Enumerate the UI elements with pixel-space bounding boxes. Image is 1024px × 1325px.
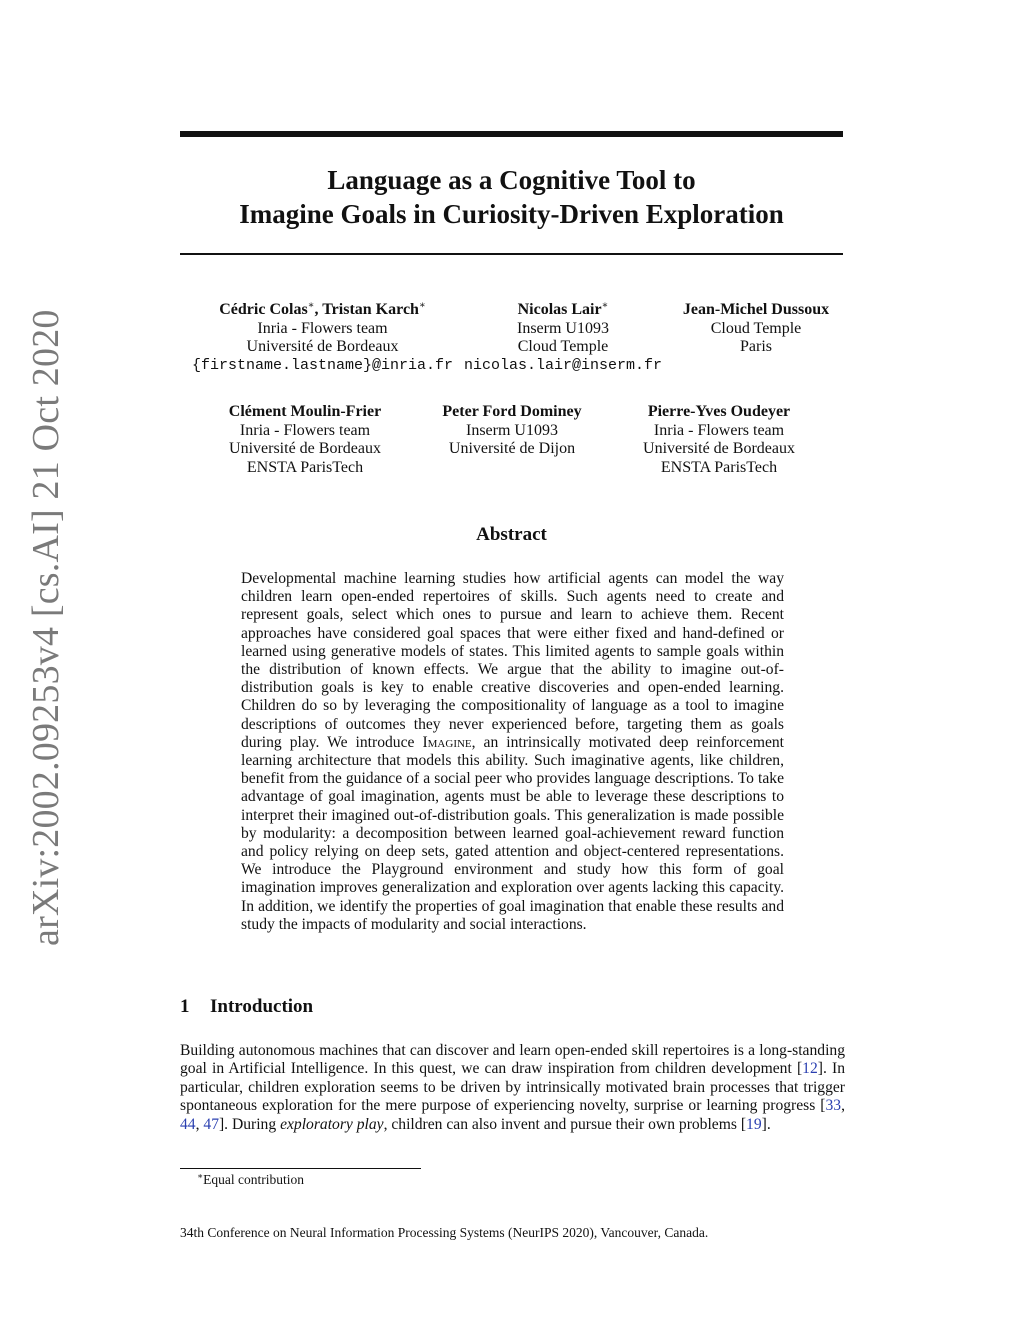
author-name: Clément Moulin-Frier [228, 403, 382, 420]
author-affiliation: Cloud Temple [710, 319, 802, 337]
method-name: Imagine [422, 733, 472, 751]
title-bottom-rule [180, 253, 843, 255]
emphasis: exploratory play [280, 1115, 384, 1133]
footnote-mark: ∗ [197, 1171, 204, 1181]
author-block-moulin-frier [205, 403, 405, 477]
footnote-rule [180, 1168, 421, 1169]
introduction-paragraph: Building autonomous machines that can discover and learn open-ended skill repertoires is a long-standing goal in Artificial Intelligence. In this quest, we can draw inspiration from children development [12]. In particular, children exploration seems to be driven by intrinsically motivated brain processes that trigger spontaneous exploration for the mere purpose of experiencing novelty, surprise or learning progress [33, 44, 47]. During exploratory play, children can also invent and pursue their own problems [19]. [180, 1042, 845, 1133]
arxiv-identifier: arXiv:2002.09253v4 [cs.AI] 21 Oct 2020 [25, 309, 67, 946]
author-affiliation: Inria - Flowers team [653, 421, 785, 439]
abstract-body: Developmental machine learning studies how artificial agents can model the way children learn open-ended repertoires of skills. Such agents need to create and represent goals, select which ones to pursue and learn to achieve them. Recent approaches have considered goal spaces that were either fixed and hand-defined or learned using generative models of states. This limited agents to sample goals within the distribution of known effects. We argue that the ability to imagine out-of-distribution goals is key to enable creative discoveries and open-ended learning. Children do so by leveraging the compositionality of language as a tool to imagine descriptions of outcomes they never experienced before, targeting them as goals during play. We introduce Imagine, an intrinsically motivated deep reinforcement learning architecture that models this ability. Such imaginative agents, like children, benefit from the guidance of a social peer who provides language descriptions. To take advantage of goal imagination, agents must be able to leverage these descriptions to interpret their imagined out-of-distribution goals. This generalization is made possible by modularity: a decomposition between learned goal-achievement reward function and policy relying on deep sets, gated attention and object-centered representations. We introduce the Playground environment and study how this form of goal imagination improves generalization and exploration over agents lacking this capacity. In addition, we identify the properties of goal imagination that enable these results and study the impacts of modularity and social interactions. [241, 570, 784, 933]
author-affiliation: Université de Bordeaux [643, 440, 795, 457]
author-block-lair [463, 301, 663, 375]
author-affiliation: Université de Bordeaux [246, 338, 399, 355]
citation-link[interactable]: 33 [825, 1097, 842, 1115]
footnote [197, 1172, 304, 1188]
author-block-dominey [422, 403, 602, 459]
citation-link[interactable]: 19 [746, 1115, 762, 1133]
author-affiliation: ENSTA ParisTech [246, 458, 364, 476]
author-affiliation: Inserm U1093 [466, 421, 558, 439]
title-line-1: Language as a Cognitive Tool to [327, 165, 696, 195]
author-block-colas-karch [180, 301, 465, 375]
title-line-2: Imagine Goals in Curiosity-Driven Exploration [239, 199, 784, 229]
title-top-rule [180, 131, 843, 137]
conference-footer: 34th Conference on Neural Information Processing Systems (NeurIPS 2020), Vancouver, Canada. [180, 1225, 709, 1240]
author-name: Jean-Michel Dussoux [682, 301, 830, 318]
author-name: Nicolas Lair∗ [517, 300, 609, 318]
author-affiliation: ENSTA ParisTech [660, 458, 778, 476]
author-affiliation: Inserm U1093 [517, 319, 609, 337]
author-block-dussoux [670, 301, 842, 357]
author-block-oudeyer [619, 403, 819, 477]
abstract-heading: Abstract [476, 524, 547, 545]
author-email[interactable]: {firstname.lastname}@inria.fr [191, 356, 454, 374]
author-affiliation: Inria - Flowers team [239, 421, 371, 439]
author-affiliation: Université de Dijon [448, 440, 576, 457]
author-name: Pierre-Yves Oudeyer [647, 403, 791, 420]
author-name: Peter Ford Dominey [442, 403, 582, 420]
footnote-text: Equal contribution [203, 1172, 304, 1187]
author-affiliation: Inria - Flowers team [257, 319, 388, 337]
citation-link[interactable]: 47 [203, 1115, 219, 1133]
section-number: 1 [180, 996, 190, 1017]
author-affiliation: Paris [740, 338, 772, 355]
author-affiliation: Université de Bordeaux [229, 440, 381, 457]
author-email[interactable]: nicolas.lair@inserm.fr [463, 356, 663, 374]
citation-link[interactable]: 44 [180, 1115, 196, 1133]
section-title: Introduction [210, 996, 314, 1017]
author-affiliation: Cloud Temple [517, 338, 609, 355]
section-heading-introduction [180, 996, 313, 1018]
paper-title [180, 163, 843, 231]
citation-link[interactable]: 12 [802, 1060, 818, 1078]
author-names: Cédric Colas∗, Tristan Karch∗ [219, 300, 426, 318]
